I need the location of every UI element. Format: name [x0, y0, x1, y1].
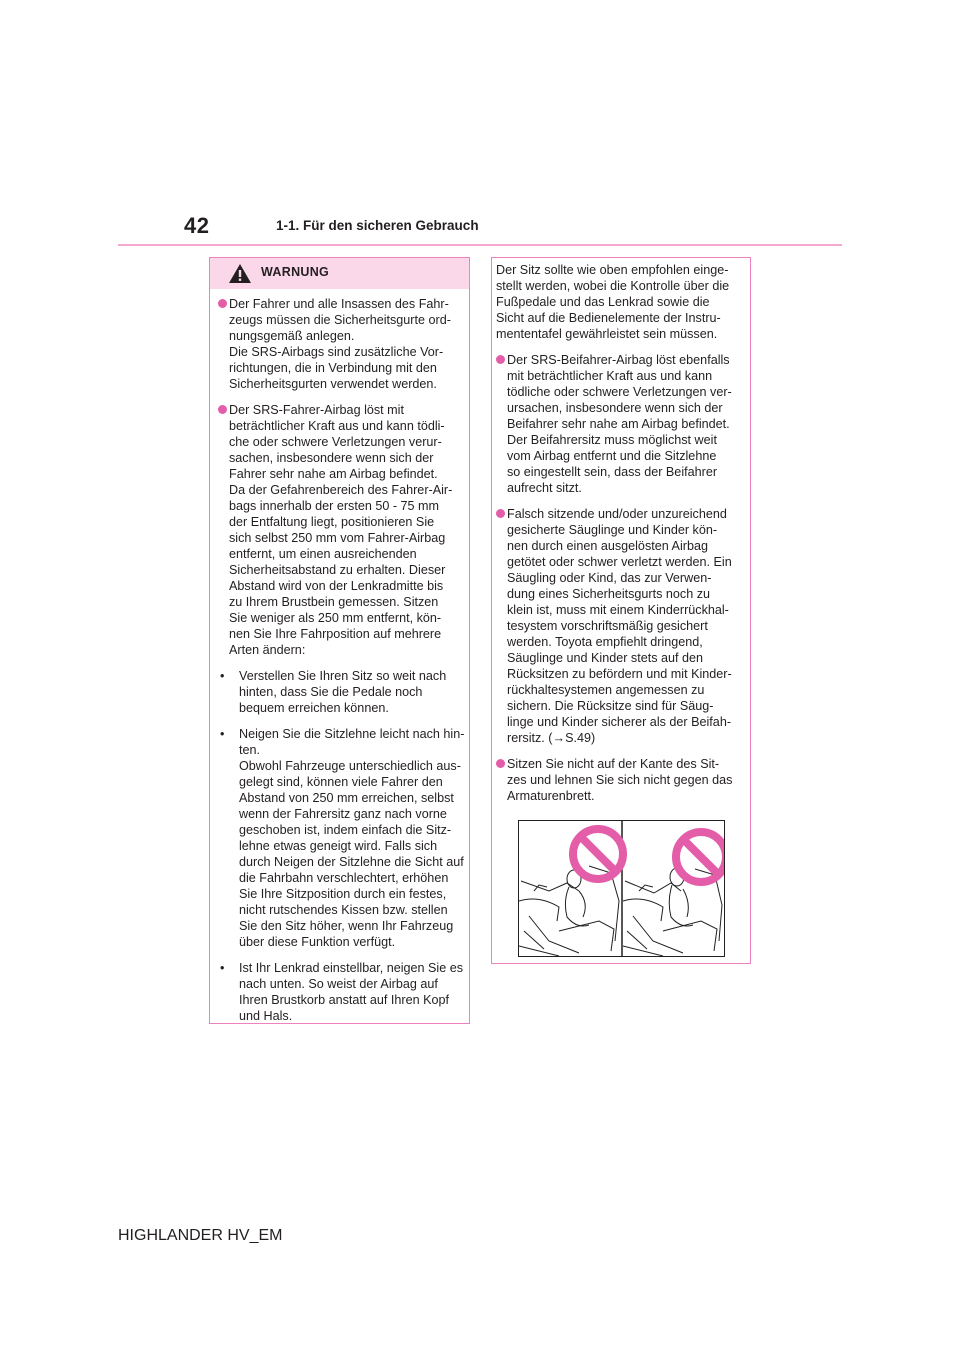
text-line: Der Fahrer und alle Insassen des Fahr-	[229, 297, 449, 311]
list-item	[218, 402, 459, 658]
text-line: geschoben ist, indem einfach die Sitz-	[239, 823, 452, 837]
text-line: Arten ändern:	[229, 643, 306, 657]
text-line: nach unten. So weist der Airbag auf	[239, 977, 438, 991]
text-line: rersitz. (→S.49)	[507, 731, 596, 745]
text-line: sichern. Die Rücksitze sind für Säug-	[507, 699, 714, 713]
warning-box-continued	[491, 257, 751, 964]
sub-list-item	[220, 960, 464, 1024]
text-line: getötet oder schwer verletzt werden. Ein	[507, 555, 732, 569]
sub-list-item	[220, 668, 459, 716]
warning-text-right	[492, 262, 750, 814]
paragraph	[507, 506, 740, 746]
text-line: Ist Ihr Lenkrad einstellbar, neigen Sie es	[239, 961, 464, 975]
prohibition-icon	[676, 832, 724, 882]
sub-bullet-icon: •	[220, 727, 225, 741]
text-line: Säugling oder Kind, das zur Verwen-	[507, 571, 712, 585]
text-line: Der Sitz sollte wie oben empfohlen einge-	[496, 263, 729, 277]
paragraph	[229, 296, 459, 392]
text-line: Abstand wird von der Lenkradmitte bis	[229, 579, 444, 593]
text-line: Sicht auf die Bedienelemente der Instru-	[496, 311, 721, 325]
text-line: Die SRS-Airbags sind zusätzliche Vor-	[229, 345, 444, 359]
text-line: klein ist, muss mit einem Kinderrückhal-	[507, 603, 729, 617]
text-line: und Hals.	[239, 1009, 293, 1023]
illustration-drawing	[519, 821, 724, 956]
list-item	[496, 506, 740, 746]
text-line: linge und Kinder sicherer als der Beifah-	[507, 715, 732, 729]
text-line: der Entfaltung liegt, positionieren Sie	[229, 515, 435, 529]
text-line: Neigen Sie die Sitzlehne leicht nach hin-	[239, 727, 465, 741]
text-line: bequem erreichen können.	[239, 701, 389, 715]
text-line: richtungen, die in Verbindung mit den	[229, 361, 437, 375]
warning-box	[209, 257, 470, 1024]
warning-triangle-icon	[228, 263, 252, 284]
text-line: nicht rutschendes Kissen bzw. stellen	[239, 903, 448, 917]
text-line: sich selbst 250 mm vom Fahrer-Airbag	[229, 531, 446, 545]
text-line: Ihren Brustkorb anstatt auf Ihren Kopf	[239, 993, 450, 1007]
text-line: Fahrer sehr nahe am Airbag befindet.	[229, 467, 438, 481]
text-line: über diese Funktion verfügt.	[239, 935, 396, 949]
illustration-incorrect-seating	[518, 820, 725, 957]
text-line: Sicherheitsabstand zu erhalten. Dieser	[229, 563, 446, 577]
text-line: Rücksitzen zu befördern und mit Kinder-	[507, 667, 732, 681]
text-line: Obwohl Fahrzeuge unterschiedlich aus-	[239, 759, 461, 773]
text-line: durch Neigen der Sitzlehne die Sicht auf	[239, 855, 464, 869]
text-line: Sie den Sitz höher, wenn Ihr Fahrzeug	[239, 919, 454, 933]
bullet-icon	[218, 299, 227, 308]
warning-title: WARNUNG	[261, 265, 330, 279]
header-rule	[118, 244, 842, 246]
text-line: sachen, insbesondere wenn sich der	[229, 451, 434, 465]
text-line: Der Beifahrersitz muss möglichst weit	[507, 433, 717, 447]
paragraph	[239, 960, 464, 1024]
text-line: ursachen, insbesondere wenn sich der	[507, 401, 723, 415]
text-line: zeugs müssen die Sicherheitsgurte ord-	[229, 313, 451, 327]
text-line: Armaturenbrett.	[507, 789, 595, 803]
text-line: entfernt, um einen ausreichenden	[229, 547, 417, 561]
text-line: mit beträchtlicher Kraft aus und kann	[507, 369, 713, 383]
text-line: Verstellen Sie Ihren Sitz so weit nach	[239, 669, 447, 683]
bullet-icon	[218, 405, 227, 414]
text-line: Fußpedale und das Lenkrad sowie die	[496, 295, 710, 309]
paragraph	[507, 352, 740, 496]
text-line: beträchtlicher Kraft aus und kann tödli-	[229, 419, 445, 433]
warning-text-left	[210, 296, 469, 1034]
bullet-icon	[496, 355, 505, 364]
text-line: mententafel gewährleistet sein müssen.	[496, 327, 718, 341]
text-line: so eingestellt sein, dass der Beifahrer	[507, 465, 718, 479]
text-line: hinten, dass Sie die Pedale noch	[239, 685, 423, 699]
text-line: zu Ihrem Brustbein gemessen. Sitzen	[229, 595, 439, 609]
text-line: gesicherte Säuglinge und Kinder kön-	[507, 523, 718, 537]
text-line: nen Sie Ihre Fahrposition auf mehrere	[229, 627, 442, 641]
text-line: die Fahrbahn verschlechtert, erhöhen	[239, 871, 449, 885]
text-line: Sie weniger als 250 mm entfernt, kön-	[229, 611, 442, 625]
bullet-icon	[496, 509, 505, 518]
text-line: rückhaltesystemen angemessen zu	[507, 683, 705, 697]
text-line: Säuglinge und Kinder stets auf den	[507, 651, 704, 665]
list-item	[218, 296, 459, 392]
prohibition-icon	[573, 829, 623, 879]
bullet-icon	[496, 759, 505, 768]
text-line: stellt werden, wobei die Kontrolle über die	[496, 279, 730, 293]
sub-bullet-icon: •	[220, 961, 225, 975]
paragraph	[507, 756, 740, 804]
text-line: wenn der Fahrersitz ganz nach vorne	[239, 807, 447, 821]
text-line: lehne etwas geneigt wird. Falls sich	[239, 839, 438, 853]
footer-model-label: HIGHLANDER HV_EM	[118, 1227, 283, 1244]
text-line: Sitzen Sie nicht auf der Kante des Sit-	[507, 757, 720, 771]
text-line: Da der Gefahrenbereich des Fahrer-Air-	[229, 483, 453, 497]
text-line: Sie Ihre Sitzposition durch ein festes,	[239, 887, 447, 901]
paragraph	[239, 668, 459, 716]
section-title: 1-1. Für den sicheren Gebrauch	[276, 218, 479, 233]
text-line: nen durch einen ausgelösten Airbag	[507, 539, 708, 553]
text-line: che oder schwere Verletzungen verur-	[229, 435, 442, 449]
text-line: Beifahrer sehr nahe am Airbag befindet.	[507, 417, 730, 431]
warning-header	[210, 258, 469, 289]
page-number: 42	[184, 213, 210, 238]
text-line: tesystem vorschriftsmäßig gesichert	[507, 619, 708, 633]
text-line: Falsch sitzende und/oder unzureichend	[507, 507, 727, 521]
text-line: dung eines Sicherheitsgurts noch zu	[507, 587, 711, 601]
sub-bullet-icon: •	[220, 669, 225, 683]
sub-list-item	[220, 726, 465, 950]
text-line: gelegt sind, können viele Fahrer den	[239, 775, 443, 789]
list-item	[496, 756, 740, 804]
text-line: nungsgemäß anlegen.	[229, 329, 355, 343]
text-line: Abstand von 250 mm erreichen, selbst	[239, 791, 454, 805]
text-line: ten.	[239, 743, 261, 757]
text-line: vom Airbag entfernt und die Sitzlehne	[507, 449, 717, 463]
text-line: bags innerhalb der ersten 50 - 75 mm	[229, 499, 440, 513]
text-line: Der SRS-Beifahrer-Airbag löst ebenfalls	[507, 353, 730, 367]
list-item	[496, 352, 740, 496]
text-line: Sicherheitsgurten verwendet werden.	[229, 377, 437, 391]
text-line: zes und lehnen Sie sich nicht gegen das	[507, 773, 733, 787]
paragraph	[239, 726, 465, 950]
text-line: tödliche oder schwere Verletzungen ver-	[507, 385, 732, 399]
paragraph	[496, 262, 740, 342]
text-line: Der SRS-Fahrer-Airbag löst mit	[229, 403, 404, 417]
text-line: aufrecht sitzt.	[507, 481, 582, 495]
text-line: werden. Toyota empfiehlt dringend,	[507, 635, 703, 649]
paragraph	[229, 402, 459, 658]
